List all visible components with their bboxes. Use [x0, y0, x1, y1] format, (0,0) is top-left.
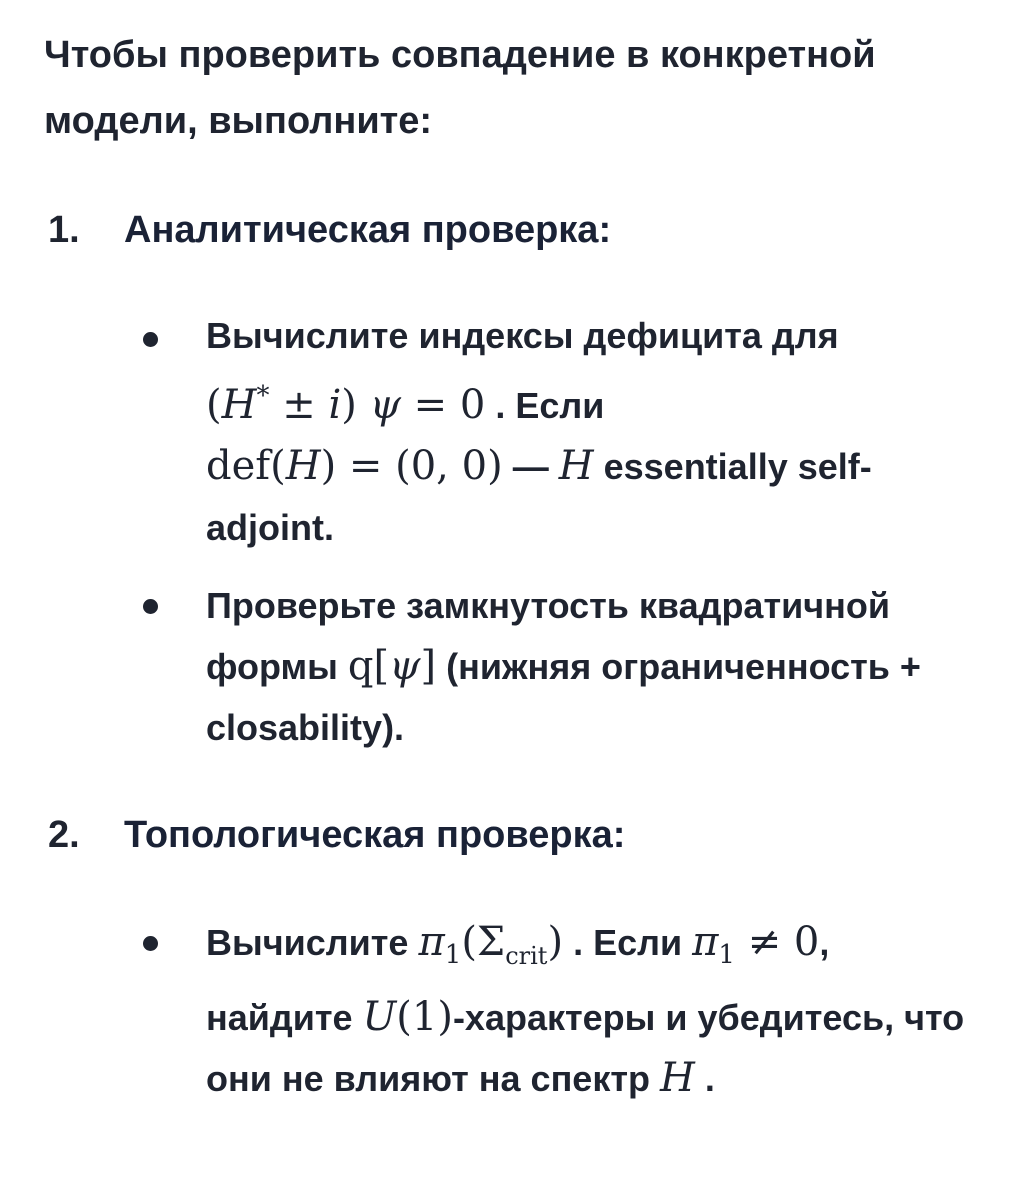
- math-u1: U(1): [362, 994, 453, 1040]
- bullet-text: [206, 305, 966, 558]
- bullet-text-part: Вычислите индексы дефицита для: [206, 315, 839, 356]
- bullet-text-part: Вычислите: [206, 922, 409, 963]
- bullet-text: [206, 575, 966, 758]
- bullet-text-part: -характеры и убедитесь, что они не влияют на спектр: [206, 997, 965, 1099]
- bullet-text-part: . Если: [573, 922, 683, 963]
- bullet-text-part: (нижняя ограниченность + closability).: [206, 646, 921, 748]
- bullet-text-part: , найдите: [206, 922, 830, 1038]
- math-pi1-sigma: $\pi_1(\Sigma_{crit})$: [418, 919, 564, 970]
- math-form: q[ψ]: [347, 643, 437, 689]
- math-equation: (H* ± i) ψ = 0: [206, 381, 486, 428]
- bullet-dot-icon: [143, 332, 158, 347]
- list-item-title: Топологическая проверка:: [124, 814, 626, 856]
- bullet-text-part: essentially self-adjoint.: [206, 446, 872, 548]
- math-deficiency: def(H) = (0, 0): [206, 443, 503, 489]
- bullet-text-part: .: [704, 1058, 715, 1099]
- list-number: 1.: [48, 209, 80, 251]
- math-pi1-nonzero: $\pi_1 \ne 0$: [692, 919, 820, 970]
- bullet-dot-icon: [143, 599, 158, 614]
- intro-paragraph: Чтобы проверить совпадение в конкретной модели, выполните:: [44, 34, 876, 142]
- bullet-text: [206, 912, 966, 1109]
- math-operator: H: [558, 443, 594, 489]
- bullet-text-part: Проверьте замкнутость квадратичной формы: [206, 585, 890, 687]
- math-operator: H: [660, 1055, 695, 1101]
- bullet-text-part: . Если: [495, 385, 605, 426]
- list-number: 2.: [48, 814, 80, 856]
- list-item-title: Аналитическая проверка:: [124, 209, 612, 251]
- bullet-text-part: —: [512, 446, 549, 487]
- bullet-dot-icon: [143, 936, 158, 951]
